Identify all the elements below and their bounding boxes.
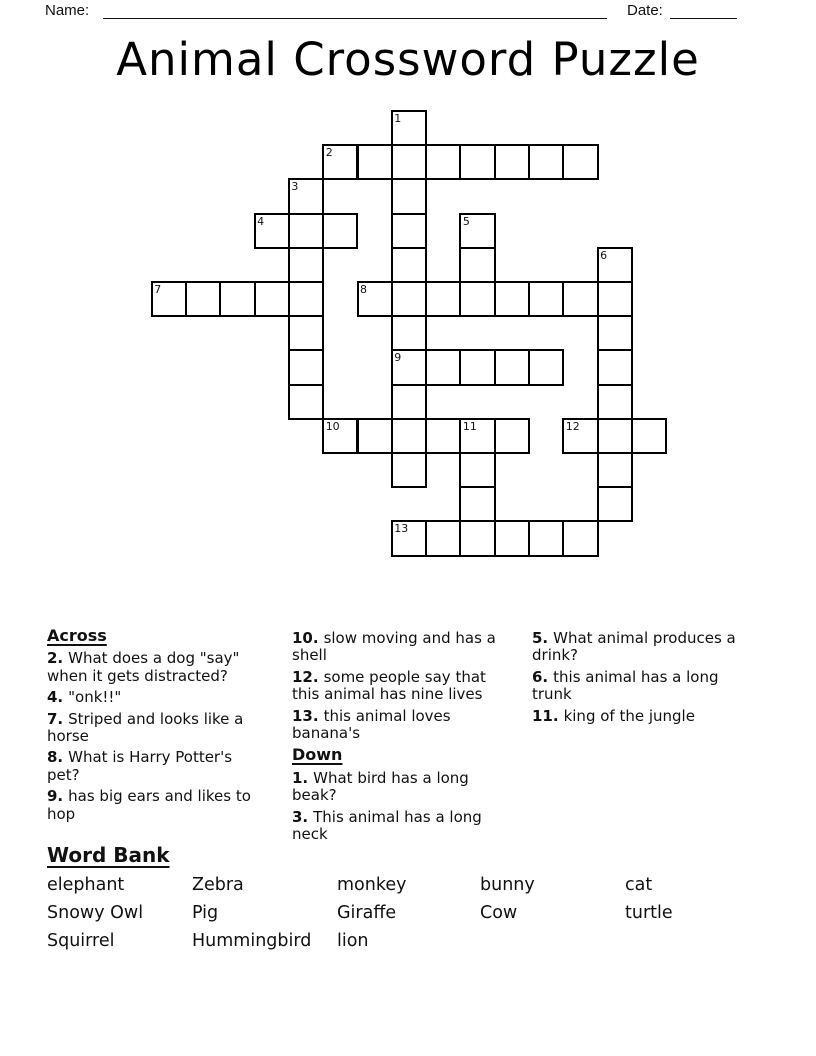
grid-cell[interactable] (425, 520, 461, 556)
word-bank-item: Hummingbird (192, 931, 312, 951)
clues-column-left (47, 627, 261, 827)
clue-3-down (292, 809, 504, 844)
grid-cell[interactable] (219, 281, 255, 317)
grid-cell[interactable] (357, 144, 393, 180)
word-bank-item: Cow (480, 903, 518, 923)
clue-text: What does a dog "say" when it gets distracted? (47, 649, 240, 685)
grid-cell[interactable] (631, 418, 667, 454)
grid-cell[interactable] (528, 281, 564, 317)
clue-number: 12. (292, 667, 319, 686)
clue-8-across (47, 749, 261, 784)
cell-number: 13 (394, 522, 409, 536)
grid-cell[interactable] (288, 384, 324, 420)
word-bank-item: elephant (47, 875, 125, 895)
clue-text: What is Harry Potter's pet? (47, 748, 233, 784)
grid-cell[interactable] (562, 144, 598, 180)
clues-column-middle (292, 627, 504, 847)
word-bank-item: bunny (480, 875, 535, 895)
grid-cell[interactable] (254, 281, 290, 317)
grid-cell[interactable] (459, 281, 495, 317)
word-bank (47, 872, 767, 962)
grid-cell[interactable] (494, 281, 530, 317)
grid-cell[interactable] (597, 349, 633, 385)
grid-cell[interactable] (528, 144, 564, 180)
clue-text: What bird has a long beak? (292, 768, 469, 805)
grid-cell[interactable] (528, 520, 564, 556)
grid-cell[interactable] (288, 281, 324, 317)
clue-text: some people say that this animal has nine lives (292, 667, 486, 704)
cell-number: 9 (394, 351, 402, 365)
clue-2-across (47, 650, 261, 685)
clue-number: 10. (292, 629, 319, 647)
grid-cell[interactable] (288, 315, 324, 351)
clue-text: this animal loves banana's (292, 706, 451, 743)
grid-cell[interactable] (459, 520, 495, 556)
clue-text: slow moving and has a shell (292, 629, 496, 665)
cell-number: 1 (394, 112, 402, 125)
clue-number: 13. (292, 706, 319, 725)
clue-7-across (47, 711, 261, 746)
grid-cell[interactable] (597, 384, 633, 420)
grid-cell[interactable] (425, 349, 461, 385)
word-bank-heading: Word Bank (47, 843, 170, 867)
clue-number: 2. (47, 649, 64, 668)
cell-number: 4 (257, 214, 265, 228)
grid-cell[interactable] (459, 349, 495, 385)
clue-12-across (292, 669, 504, 704)
word-bank-item: Snowy Owl (47, 903, 144, 923)
grid-cell[interactable] (391, 452, 427, 488)
clue-1-down (292, 770, 504, 805)
grid-cell[interactable] (391, 418, 427, 454)
clue-text: "onk!!" (68, 688, 122, 707)
clue-4-across (47, 689, 261, 706)
word-bank-item: Zebra (192, 875, 244, 895)
grid-cell[interactable] (425, 144, 461, 180)
cell-number: 6 (600, 248, 608, 262)
grid-cell[interactable] (459, 247, 495, 283)
clue-number: 5. (532, 629, 549, 647)
grid-cell[interactable] (494, 144, 530, 180)
grid-cell[interactable] (288, 213, 324, 249)
date-label: Date: (627, 2, 663, 19)
grid-cell[interactable] (597, 486, 633, 522)
clue-text: What animal produces a drink? (532, 629, 736, 665)
clue-text: This animal has a long neck (292, 807, 482, 844)
clue-number: 11. (532, 706, 559, 725)
grid-cell[interactable] (185, 281, 221, 317)
grid-cell[interactable] (562, 281, 598, 317)
grid-cell[interactable] (425, 281, 461, 317)
clue-number: 1. (292, 768, 309, 787)
clue-10-across (292, 630, 504, 665)
clue-text: has big ears and likes to hop (47, 787, 251, 823)
grid-cell[interactable] (391, 144, 427, 180)
across-heading: Across (47, 626, 107, 645)
grid-cell[interactable] (391, 384, 427, 420)
cell-number: 8 (360, 283, 367, 296)
grid-cell[interactable] (562, 520, 598, 556)
grid-cell[interactable] (357, 418, 393, 454)
cell-number: 2 (325, 146, 333, 160)
clue-number: 7. (47, 709, 64, 728)
name-label: Name: (45, 2, 90, 19)
grid-cell[interactable] (597, 315, 633, 351)
clue-11-down (532, 708, 746, 725)
grid-cell[interactable] (597, 418, 633, 454)
word-bank-item: turtle (625, 903, 673, 923)
clue-number: 3. (292, 807, 309, 826)
word-bank-item: Squirrel (47, 931, 115, 951)
word-bank-item: lion (337, 931, 369, 951)
grid-cell[interactable] (425, 418, 461, 454)
grid-cell[interactable] (391, 178, 427, 214)
cell-number: 3 (291, 180, 299, 194)
grid-cell[interactable] (494, 349, 530, 385)
word-bank-item: monkey (337, 875, 407, 895)
grid-cell[interactable] (459, 452, 495, 488)
word-bank-item: Giraffe (337, 903, 397, 923)
cell-number: 11 (462, 419, 477, 433)
grid-cell[interactable] (459, 144, 495, 180)
grid-cell[interactable] (494, 418, 530, 454)
clue-number: 6. (532, 667, 549, 686)
grid-cell[interactable] (597, 452, 633, 488)
word-bank-item: cat (625, 875, 653, 895)
cell-number: 12 (565, 419, 580, 433)
clue-13-across (292, 708, 504, 743)
grid-cell[interactable] (459, 486, 495, 522)
clue-number: 8. (47, 748, 64, 767)
grid-cell[interactable] (597, 281, 633, 317)
down-heading: Down (292, 745, 343, 765)
cell-number: 10 (325, 419, 340, 433)
word-bank-item: Pig (192, 903, 219, 923)
page-title: Animal Crossword Puzzle (116, 33, 700, 86)
clue-6-down (532, 669, 746, 704)
grid-cell[interactable] (288, 247, 324, 283)
grid-cell[interactable] (391, 213, 427, 249)
grid-cell[interactable] (494, 520, 530, 556)
clues-column-right (532, 627, 746, 729)
clue-number: 4. (47, 688, 64, 707)
clue-text: this animal has a long trunk (532, 667, 719, 704)
clue-5-down (532, 630, 746, 665)
clue-number: 9. (47, 787, 64, 806)
grid-cell[interactable] (391, 315, 427, 351)
grid-cell[interactable] (288, 349, 324, 385)
grid-cell[interactable] (528, 349, 564, 385)
clue-text: king of the jungle (563, 706, 695, 725)
grid-cell[interactable] (322, 213, 358, 249)
clue-text: Striped and looks like a horse (47, 709, 244, 746)
cell-number: 5 (462, 214, 470, 228)
cell-number: 7 (154, 283, 162, 296)
grid-cell[interactable] (391, 247, 427, 283)
grid-cell[interactable] (391, 281, 427, 317)
clue-9-across (47, 788, 261, 823)
